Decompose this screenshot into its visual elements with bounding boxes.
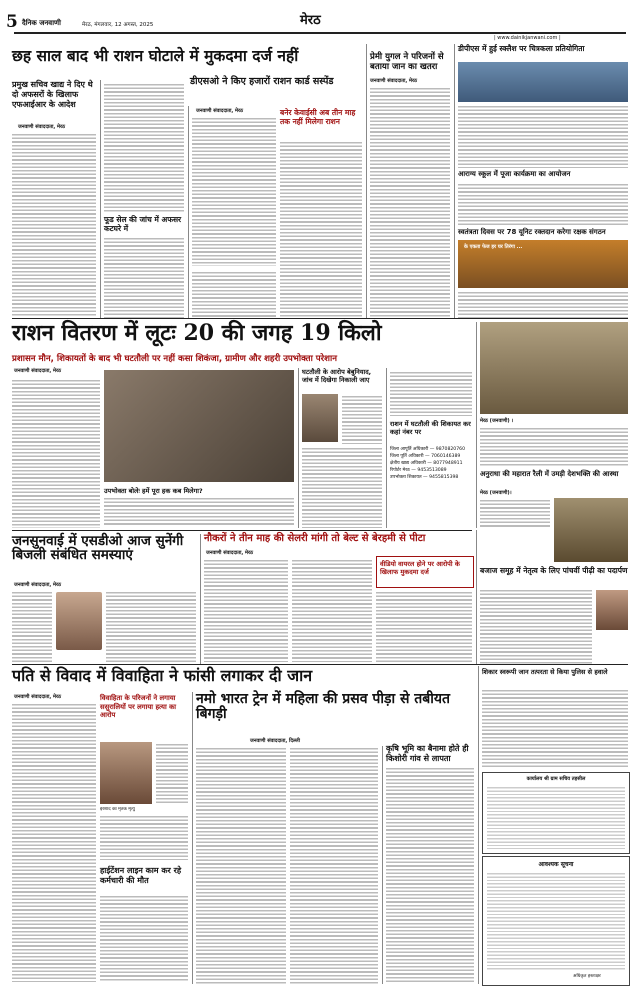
subhead-left: प्रमुख सचिव खाद्य ने दिए थे दो अफसरों के खिलाफ एफआईआर के आदेश bbox=[12, 80, 93, 109]
photo-official bbox=[302, 394, 338, 442]
photo-rally bbox=[480, 322, 628, 414]
paper-name: दैनिक जनवाणी bbox=[22, 19, 61, 27]
article-body bbox=[12, 132, 96, 316]
article-body bbox=[458, 182, 628, 226]
website-url: | www.dainikjanwani.com | bbox=[494, 35, 561, 41]
column-divider bbox=[188, 106, 189, 318]
article-body bbox=[12, 702, 96, 982]
headline-workers: नौकरों ने तीन माह की सेलरी मांगी तो बेल्ट से बेरहमी से पीटा bbox=[204, 533, 426, 544]
headline-couple: प्रेमी युगल ने परिजनों से बताया जान का खतरा bbox=[370, 52, 444, 72]
column-divider bbox=[454, 44, 455, 318]
photo-sdo bbox=[56, 592, 102, 650]
column-divider bbox=[478, 666, 479, 984]
masthead bbox=[0, 0, 634, 40]
column-divider bbox=[298, 368, 299, 528]
column-divider bbox=[476, 322, 477, 528]
subheadline-school: आराग्य स्कूल में पूजा कार्यक्रमा का आयोजन bbox=[458, 170, 571, 178]
article-body bbox=[204, 558, 288, 662]
complaint-box-title: राशन में घटतौली की शिकायत कर कहां नंबर पर bbox=[390, 420, 471, 436]
byline: जनवाणी संवाददाता, मेरठ bbox=[14, 694, 61, 700]
photo-ration-queue bbox=[104, 370, 294, 482]
mid-headline: घटतौली के आरोप बेबुनियाद, जांच में दिखेगा निकाली जाए bbox=[302, 368, 372, 384]
article-body bbox=[390, 370, 472, 416]
page-number: 5 bbox=[6, 12, 18, 32]
article-body bbox=[480, 426, 628, 466]
byline: जनवाणी संवाददाता, मेरठ bbox=[196, 108, 243, 114]
article-body bbox=[458, 104, 628, 168]
article-body bbox=[104, 82, 184, 212]
column-divider bbox=[386, 368, 387, 528]
article-body bbox=[370, 86, 450, 318]
notice-body bbox=[487, 785, 625, 849]
contact-item: जिला आपूर्ति अधिकारी — 9870820760 bbox=[390, 447, 465, 452]
photo-caption: उपभोक्ता बोलेः हमें पूरा हक कब मिलेगा? bbox=[104, 487, 203, 495]
byline: जनवाणी संवाददाता, मेरठ bbox=[14, 368, 61, 374]
byline: जनवाणी संवाददाता, मेरठ bbox=[18, 124, 65, 130]
article-body bbox=[100, 894, 188, 982]
contact-item: जिला पूर्ति अधिकारी — 7060146389 bbox=[390, 454, 461, 459]
contact-list bbox=[390, 446, 472, 481]
byline: मेरठ (जनवाणी) । bbox=[480, 418, 514, 424]
main-subhead: प्रशासन मौन, शिकायतों के बाद भी घटतौली पर नहीं कसा शिकंजा, ग्रामीण और शहरी उपभोक्ता परेशान bbox=[12, 354, 338, 364]
article-body bbox=[106, 590, 196, 662]
article-body bbox=[104, 236, 184, 318]
photo-students bbox=[458, 62, 628, 102]
column-divider bbox=[476, 530, 477, 664]
event-headline: स्वतंत्रता दिवस पर 78 यूनिट रक्तदान करेगा रक्षक संगठन bbox=[458, 228, 606, 236]
viral-video-label: वीडियो वायरल होने पर आरोपी के खिलाफ मुकदमा दर्ज bbox=[380, 560, 460, 576]
column-divider bbox=[200, 534, 201, 664]
contact-item: उपभोक्ता शिकायत — 9455815398 bbox=[390, 475, 459, 480]
byline: जनवाणी संवाददाता, मेरठ bbox=[370, 78, 417, 84]
byline: जनवाणी संवाददाता, दिल्ली bbox=[250, 738, 300, 744]
contact-item: रिपोर्टर मेरठ — 9453513089 bbox=[390, 468, 447, 473]
column-divider bbox=[100, 80, 101, 318]
banner-photo bbox=[458, 240, 628, 288]
suicide-subhead: विवाहिता के परिजनों ने लगाया ससुरालियों पर लगाया हत्या का आरोप bbox=[100, 694, 177, 719]
subhead-right: डीएसओ ने किए हजारों राशन कार्ड सस्पेंड bbox=[190, 76, 334, 87]
photo-rally-small bbox=[554, 498, 628, 562]
column-divider bbox=[366, 44, 367, 318]
headline-electricity: जनसुनवाई में एसडीओ आज सुनेंगी बिजली संबंधित समस्याएं bbox=[12, 533, 184, 564]
notice-box bbox=[482, 772, 630, 854]
ration-headline-small: बनेर केवाईसी अब तीन माह तक नहीं मिलेगा राशन bbox=[280, 108, 356, 126]
headline-suicide: पति से विवाद में विवाहिता ने फांसी लगाकर दी जान bbox=[12, 666, 313, 685]
byline: जनवाणी संवाददाता, मेरठ bbox=[206, 550, 253, 556]
byline: जनवाणी संवाददाता, मेरठ bbox=[14, 582, 61, 588]
article-body bbox=[480, 498, 550, 528]
article-body bbox=[292, 558, 372, 662]
contact-item: क्षेत्रीय खाद्य अधिकारी — 8077948911 bbox=[390, 461, 463, 466]
headline-dps: डीपीएस में हुई स्क्लैश पर चित्रकला प्रतियोगिता bbox=[458, 44, 585, 53]
section-rule bbox=[12, 664, 628, 665]
article-body bbox=[12, 590, 52, 662]
article-body bbox=[100, 814, 188, 860]
article-body bbox=[302, 446, 382, 528]
article-body bbox=[192, 270, 276, 318]
electrocution-headline: हाईटेंशन लाइन काम कर रहे कर्मचारी की मौत bbox=[100, 866, 182, 885]
dateline: मेरठ, मंगलवार, 12 अगस्त, 2025 bbox=[82, 22, 154, 28]
column-divider bbox=[192, 692, 193, 984]
article-body bbox=[12, 378, 100, 528]
public-notice-body bbox=[487, 871, 625, 971]
article-body bbox=[280, 140, 362, 318]
caption-body bbox=[104, 496, 294, 526]
photo-caption: इरशाद का मृतक मृत्यु bbox=[100, 807, 135, 812]
section-rule bbox=[12, 530, 472, 531]
banner-text: के एकता फेज हर घर तिरंगा ... bbox=[464, 244, 523, 250]
main-headline: राशन वितरण में लूटः 20 की जगह 19 किलो bbox=[12, 320, 382, 346]
headline-train: नमो भारत ट्रेन में महिला की प्रसव पीड़ा से तबीयत बिगड़ी bbox=[196, 691, 451, 722]
city-name: मेरठ bbox=[300, 13, 321, 28]
public-notice-box bbox=[482, 856, 630, 986]
masthead-rule bbox=[14, 32, 626, 34]
notice-heading: कार्यालय श्री ग्राम सचिव तहसील bbox=[526, 776, 586, 782]
byline: मेरठ (जनवाणी)। bbox=[480, 490, 512, 496]
photo-victim bbox=[100, 742, 152, 804]
viral-video-box bbox=[376, 556, 474, 588]
article-body bbox=[480, 588, 592, 664]
rally-headline: अनुराधा की महारात रैली में उमड़ी देशभक्ति की आस्था bbox=[480, 470, 619, 478]
section-rule bbox=[12, 318, 628, 319]
article-body bbox=[290, 746, 378, 984]
article-body bbox=[192, 116, 276, 266]
headline-bajaj: बजाज समूह में नेतृत्व के लिए पांचवीं पीढ़ी का पदार्पण bbox=[480, 566, 628, 575]
police-subhead: शिकार स्वरूपी जान तत्परता से किया पुलिस से हवाले bbox=[482, 668, 608, 676]
article-body bbox=[342, 394, 382, 444]
headline-land: कृषि भूमि का बैनामा होते ही किशोरी गांव से लापता bbox=[386, 744, 469, 763]
notice-signature: अधिकृत हस्ताक्षर bbox=[573, 974, 601, 979]
headline-ration-scam: छह साल बाद भी राशन घोटाले में मुकदमा दर्ज नहीं bbox=[12, 46, 299, 65]
photo-bajaj bbox=[596, 590, 628, 630]
article-body bbox=[196, 746, 286, 984]
article-body bbox=[376, 590, 472, 662]
box-title: फूड सेल की जांच में अफसर कटघरे में bbox=[104, 215, 182, 233]
article-body bbox=[458, 290, 628, 318]
article-body bbox=[386, 766, 474, 984]
article-body bbox=[482, 688, 628, 768]
article-body bbox=[156, 742, 188, 804]
public-notice-title: आवश्यक सूचना bbox=[538, 861, 574, 868]
column-divider bbox=[382, 746, 383, 984]
